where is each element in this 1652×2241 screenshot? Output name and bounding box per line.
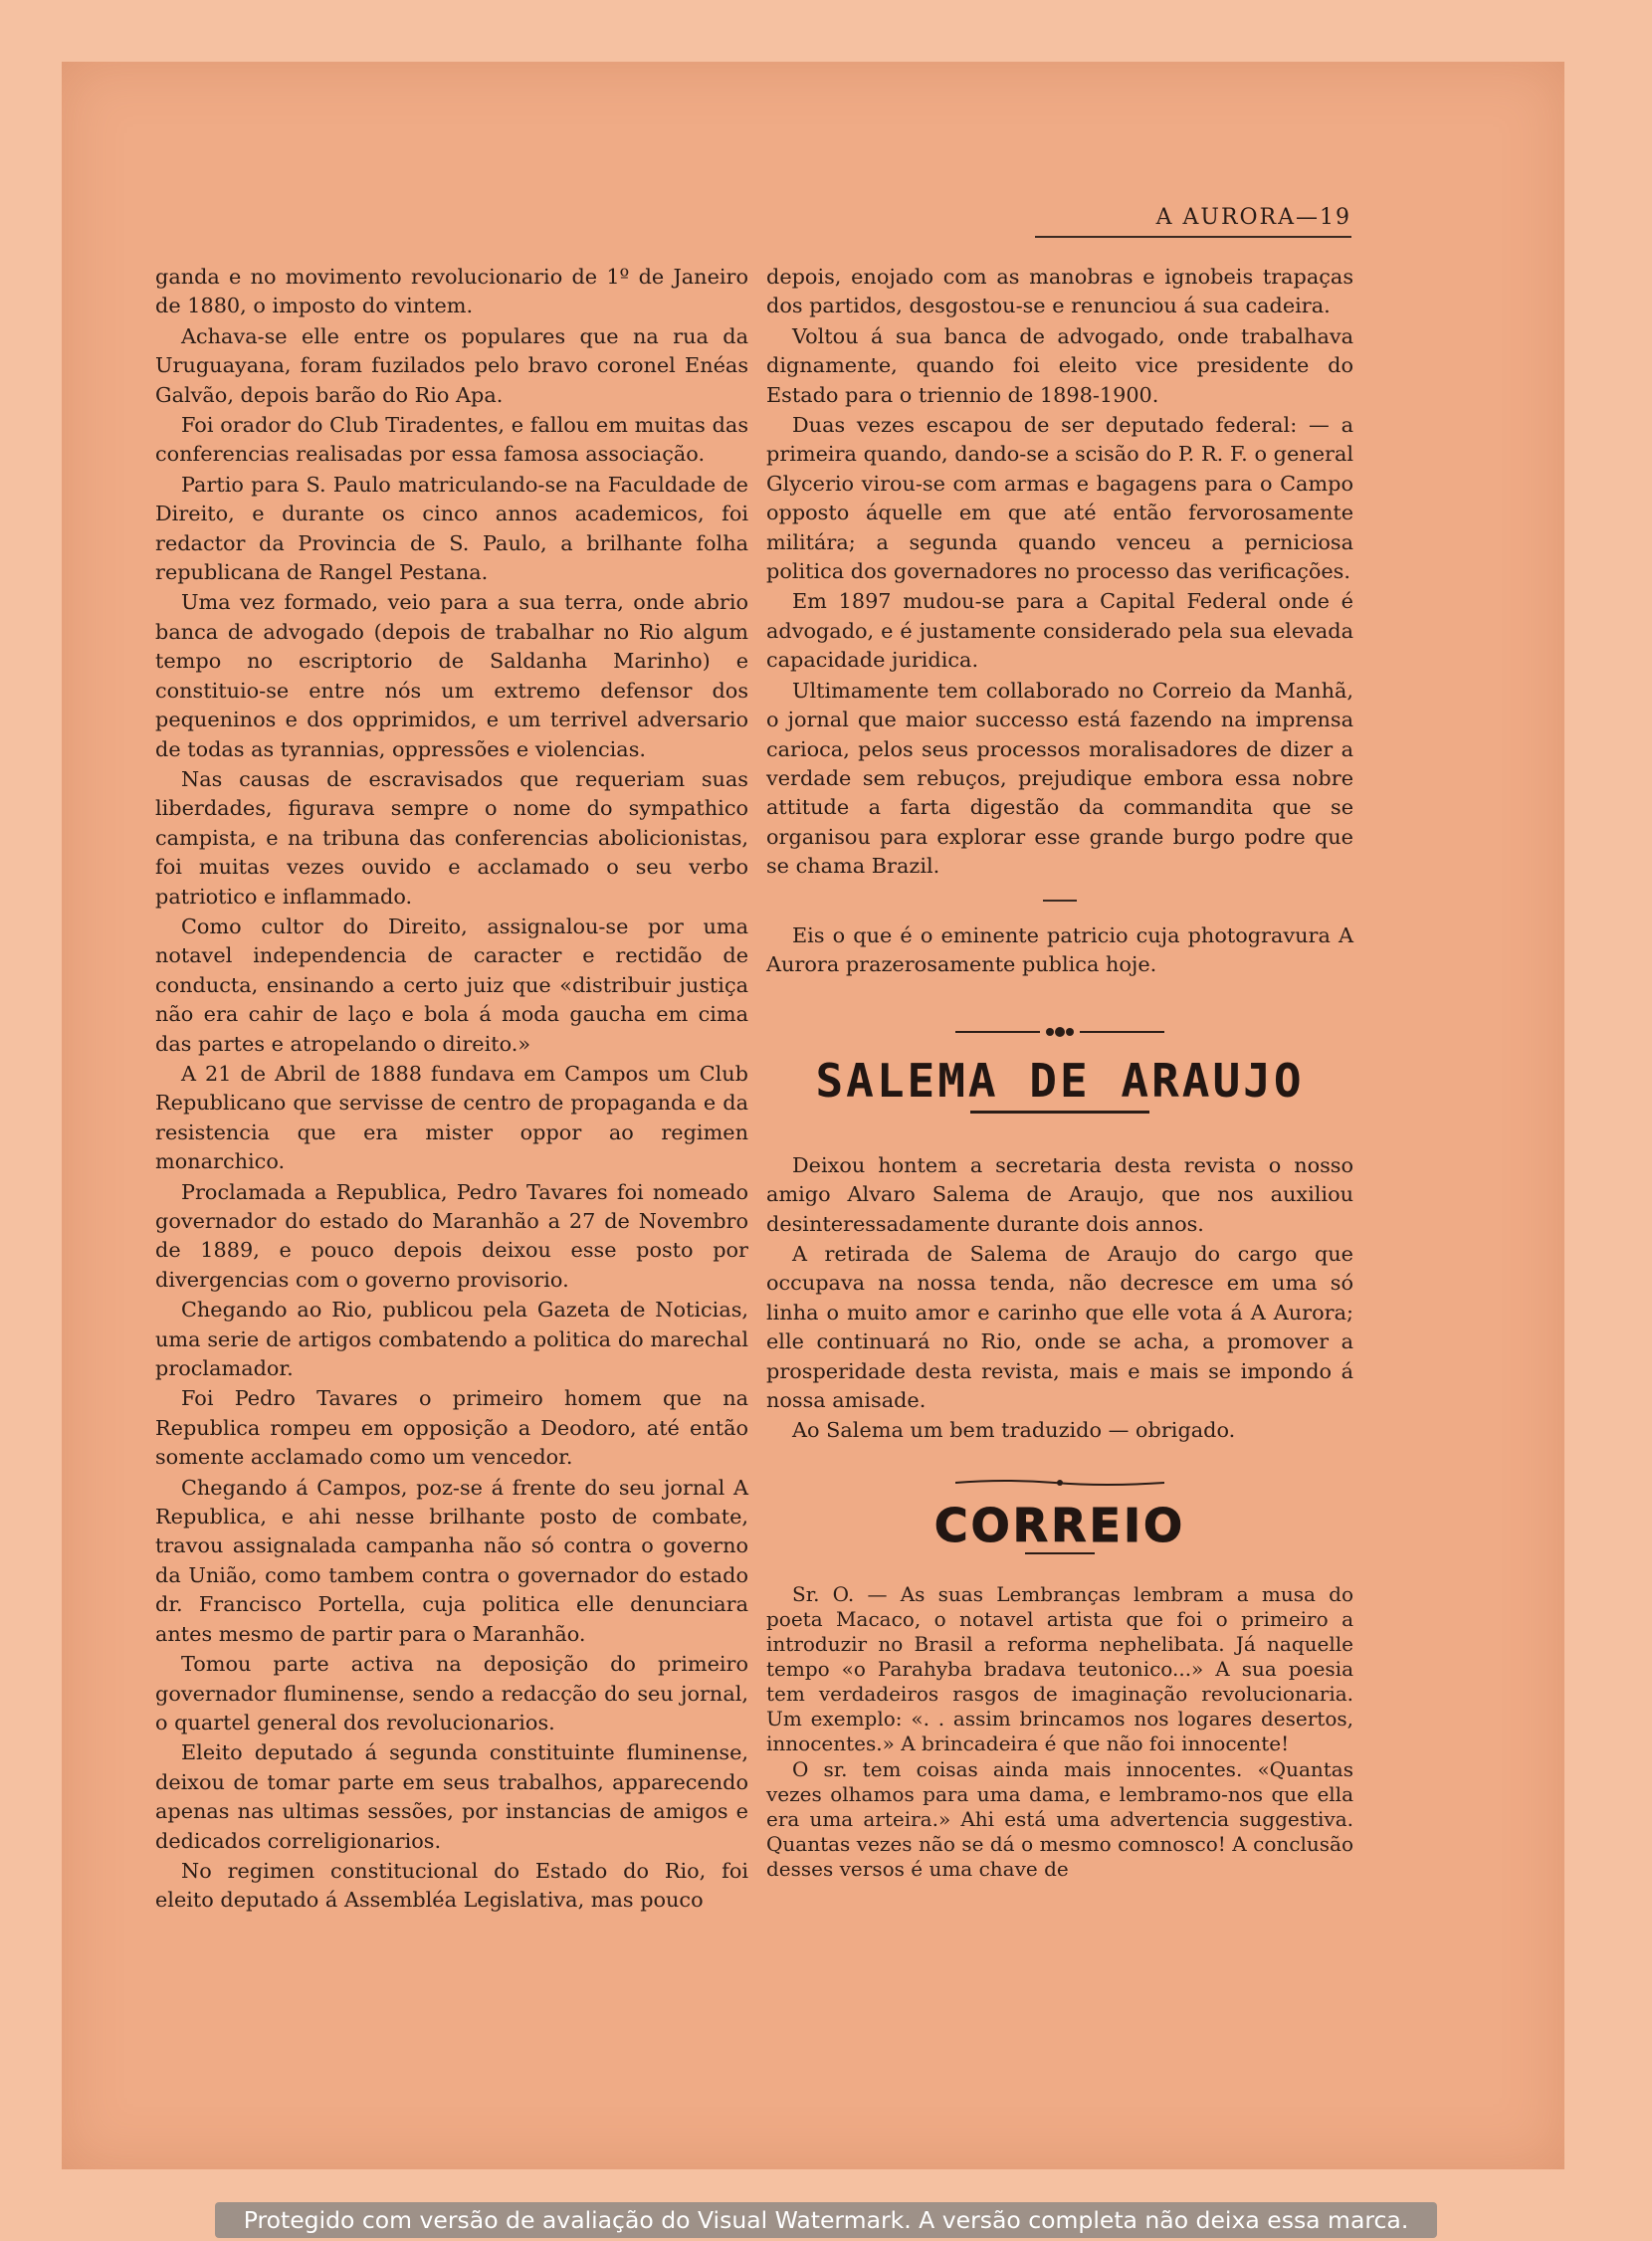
paragraph: Deixou hontem a secretaria desta revista o nosso amigo Alvaro Salema de Araujo, que nos auxiliou desinteressadamente durante dois annos. xyxy=(766,1152,1353,1236)
paragraph: Em 1897 mudou-se para a Capital Federal onde é advogado, e é justamente considerado pela sua elevada capacidade juridica. xyxy=(766,589,1353,673)
ornament-divider xyxy=(955,1025,1164,1039)
paragraph: Chegando á Campos, poz-se á frente do seu jornal A Republica, e ahi nesse brilhante posto de combate, travou assignalada campanha não só contra o governo da União, como tambem contra o governador do estado dr. Francisco Portella, cuja politica elle denunciara antes mesmo de partir para o Maranhão. xyxy=(155,1475,748,1646)
paragraph: Achava-se elle entre os populares que na rua da Uruguayana, foram fuzilados pelo bravo coronel Enéas Galvão, depois barão do Rio Apa. xyxy=(155,323,748,407)
section-divider xyxy=(1043,900,1077,902)
title-underline xyxy=(1025,1552,1095,1554)
paragraph: depois, enojado com as manobras e ignobeis trapaças dos partidos, desgostou-se e renunciou á sua cadeira. xyxy=(766,265,1353,318)
salema-title: SALEMA DE ARAUJO xyxy=(815,1054,1305,1109)
paragraph: Uma vez formado, veio para a sua terra, onde abrio banca de advogado (depois de trabalhar no Rio algum tempo no escriptorio de Saldanha Marinho) e constituio-se entre nós um extremo defensor dos pequeninos e dos opprimidos, e um terrivel adversario de todas as tyrannias, oppressões e violencias. xyxy=(155,590,748,761)
watermark-banner: Protegido com versão de avaliação do Visual Watermark. A versão completa não deixa essa marca. xyxy=(215,2202,1437,2238)
closing-line: Eis o que é o eminente patricio cuja photogravura A Aurora prazerosamente publica hoje. xyxy=(766,922,1353,976)
paragraph: Eleito deputado á segunda constituinte fluminense, deixou de tomar parte em seus trabalhos, apparecendo apenas nas ultimas sessões, por instancias de amigos e dedicados correligionarios. xyxy=(155,1740,748,1853)
paragraph: Nas causas de escravisados que requeriam suas liberdades, figurava sempre o nome do sympathico campista, e na tribuna das conferencias abolicionistas, foi muitas vezes ouvido e acclamado o seu verbo patriotico e inflammado. xyxy=(155,766,748,909)
paragraph: O sr. tem coisas ainda mais innocentes. «Quantas vezes olhamos para uma dama, e lembramo-nos que ella era uma arteira.» Ahi está uma advertencia suggestiva. Quantas vezes não se dá o mesmo comnosco! A conclusão desses versos é uma chave de xyxy=(766,1757,1353,1882)
correio-title: CORREIO xyxy=(933,1498,1186,1552)
paragraph: A retirada de Salema de Araujo do cargo que occupava na nossa tenda, não decresce em uma só linha o muito amor e carinho que elle vota á A Aurora; elle continuará no Rio, onde se acha, a promover a prosperidade desta revista, mais e mais se impondo á nossa amisade. xyxy=(766,1241,1353,1412)
paragraph: Sr. O. — As suas Lembranças lembram a musa do poeta Macaco, o notavel artista que foi o primeiro a introduzir no Brasil a reforma nephelibata. Já naquelle tempo «o Parahyba bradava teutonico...» A sua poesia tem verdadeiros rasgos de imaginação revolucionaria. Um exemplo: «. . assim brincamos nos logares desertos, innocentes.» A brincadeira é que não foi innocente! xyxy=(766,1582,1353,1756)
correio-section xyxy=(766,1582,1353,1882)
paragraph: Ao Salema um bem traduzido — obrigado. xyxy=(792,1418,1236,1443)
ornament-divider xyxy=(955,1476,1164,1490)
paragraph: Partio para S. Paulo matriculando-se na Faculdade de Direito, e durante os cinco annos academicos, foi redactor da Provincia de S. Paulo, a brilhante folha republicana de Rangel Pestana. xyxy=(155,472,748,585)
paragraph: ganda e no movimento revolucionario de 1º de Janeiro de 1880, o imposto do vintem. xyxy=(155,265,748,318)
paragraph: Duas vezes escapou de ser deputado federal: — a primeira quando, dando-se a scisão do P. R. F. o general Glycerio virou-se com armas e bagagens para o Campo opposto áquelle em que até então fervorosamente militára; a segunda quando venceu a perniciosa politica dos governadores no processo das verificações. xyxy=(766,413,1353,584)
paragraph: No regimen constitucional do Estado do Rio, foi eleito deputado á Assembléa Legislativa, mas pouco xyxy=(155,1858,748,1913)
title-underline xyxy=(970,1111,1149,1114)
paragraph: Chegando ao Rio, publicou pela Gazeta de Noticias, uma serie de artigos combatendo a politica do marechal proclamador. xyxy=(155,1298,748,1381)
paragraph: Ultimamente tem collaborado no Correio da Manhã, o jornal que maior successo está fazendo na imprensa carioca, pelos seus processos moralisadores de dizer a verdade sem rebuços, prejudique embora essa nobre attitude a farta digestão da commandita que se organisou para explorar esse grande burgo podre que se chama Brazil. xyxy=(766,678,1353,879)
paragraph: Voltou á sua banca de advogado, onde trabalhava dignamente, quando foi eleito vice presidente do Estado para o triennio de 1898-1900. xyxy=(766,323,1353,407)
left-column xyxy=(155,263,748,1917)
paragraph: Foi orador do Club Tiradentes, e fallou em muitas das conferencias realisadas por essa famosa associação. xyxy=(155,413,748,467)
right-column xyxy=(766,263,1353,1883)
running-header: A AURORA—19 xyxy=(1035,205,1351,238)
paragraph: Como cultor do Direito, assignalou-se por uma notavel independencia de caracter e rectidão de conducta, ensinando a certo juiz que «distribuir justiça não era cahir de laço e bola á moda gaucha em cima das partes e atropelando o direito.» xyxy=(155,914,748,1056)
paragraph: Foi Pedro Tavares o primeiro homem que na Republica rompeu em opposição a Deodoro, até então somente acclamado como um vencedor. xyxy=(155,1386,748,1470)
paragraph: Tomou parte activa na deposição do primeiro governador fluminense, sendo a redacção do seu jornal, o quartel general dos revolucionarios. xyxy=(155,1652,748,1734)
paragraph: Proclamada a Republica, Pedro Tavares foi nomeado governador do estado do Maranhão a 27 de Novembro de 1889, e pouco depois deixou esse posto por divergencias com o governo provisorio. xyxy=(155,1179,748,1292)
paragraph: A 21 de Abril de 1888 fundava em Campos um Club Republicano que servisse de centro de propaganda e da resistencia que era mister oppor ao regimen monarchico. xyxy=(155,1061,748,1174)
